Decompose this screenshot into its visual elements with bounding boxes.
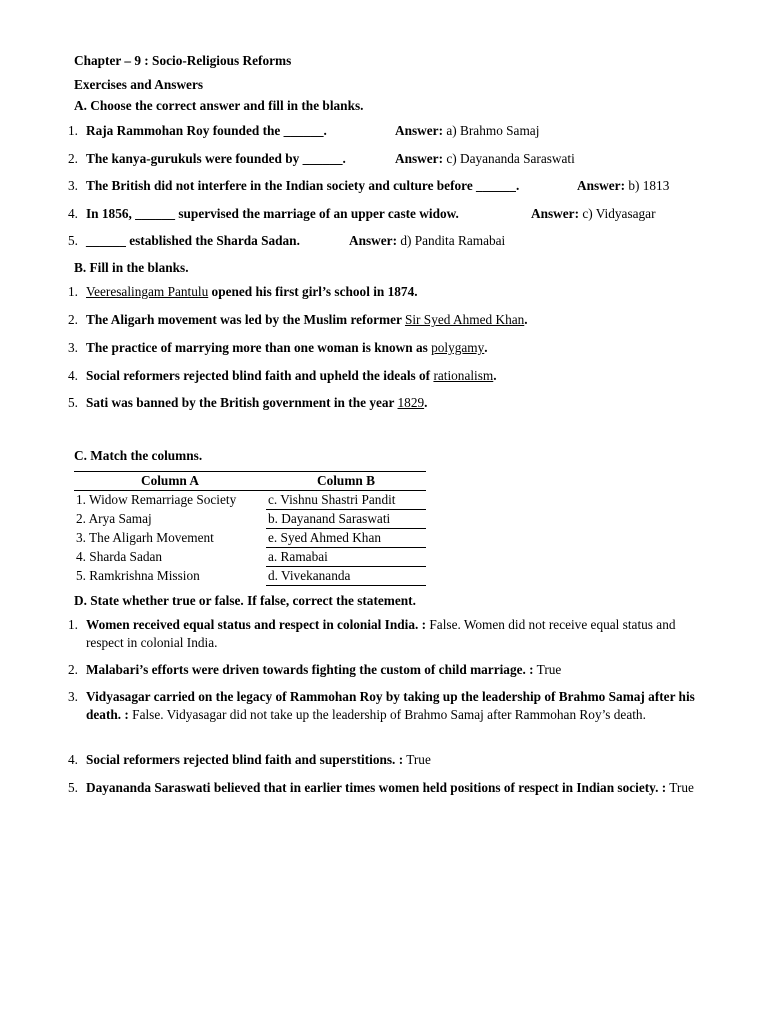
sentence-post: . bbox=[493, 368, 497, 383]
question-text: The kanya-gurukuls were founded by ______. bbox=[86, 151, 346, 166]
true-false-statement bbox=[86, 779, 698, 797]
statement-answer: True bbox=[666, 780, 694, 795]
statement-answer: True bbox=[403, 752, 431, 767]
question-text: ______ established the Sharda Sadan. bbox=[86, 233, 300, 248]
column-b-cell: d. Vivekananda bbox=[266, 567, 426, 586]
statement-text: Malabari’s efforts were driven towards fighting the custom of child marriage. : bbox=[86, 662, 534, 677]
match-columns-table bbox=[74, 471, 426, 586]
statement-answer: False. Women did not receive equal status and respect in colonial India. bbox=[86, 617, 676, 650]
table-row bbox=[74, 529, 426, 548]
column-a-cell: 1. Widow Remarriage Society bbox=[76, 492, 237, 508]
column-a-header: Column A bbox=[74, 472, 266, 491]
answer-value: c) Dayananda Saraswati bbox=[446, 151, 575, 166]
fill-blank-sentence bbox=[86, 395, 427, 411]
item-number: 5. bbox=[68, 395, 78, 410]
statement-text: Social reformers rejected blind faith and superstitions. : bbox=[86, 752, 404, 767]
answer-value: a) Brahmo Samaj bbox=[446, 123, 540, 138]
answer bbox=[577, 178, 669, 194]
blank-answer: 1829 bbox=[397, 395, 425, 410]
item-number: 2. bbox=[68, 662, 78, 677]
table-row bbox=[74, 567, 426, 586]
exercises-subtitle: Exercises and Answers bbox=[74, 77, 204, 92]
section-a-heading: A. Choose the correct answer and fill in the blanks. bbox=[74, 98, 364, 113]
true-false-statement bbox=[86, 661, 698, 679]
table-row bbox=[74, 510, 426, 529]
true-false-statement bbox=[86, 616, 698, 652]
question-text: The British did not interfere in the Indian society and culture before ______. bbox=[86, 178, 520, 193]
item-number: 3. bbox=[68, 340, 78, 355]
table-row bbox=[74, 548, 426, 567]
statement-text: Vidyasagar carried on the legacy of Rammohan Roy by taking up the leadership of Brahmo Samaj after his death. : bbox=[86, 689, 695, 722]
answer-label: Answer: bbox=[577, 178, 626, 193]
answer-label: Answer: bbox=[349, 233, 398, 248]
true-false-statement bbox=[86, 751, 698, 769]
item-number: 1. bbox=[68, 284, 78, 299]
item-number: 1. bbox=[68, 617, 78, 632]
item-number: 5. bbox=[68, 780, 78, 795]
item-number: 4. bbox=[68, 368, 78, 383]
column-b-cell: c. Vishnu Shastri Pandit bbox=[266, 491, 426, 510]
column-b-cell: a. Ramabai bbox=[266, 548, 426, 567]
sentence-pre: The Aligarh movement was led by the Muslim reformer bbox=[86, 312, 405, 327]
fill-blank-sentence bbox=[86, 340, 488, 356]
column-b-cell: b. Dayanand Saraswati bbox=[266, 510, 426, 529]
sentence-post: . bbox=[524, 312, 528, 327]
sentence-pre: Sati was banned by the British government in the year bbox=[86, 395, 398, 410]
answer bbox=[531, 206, 656, 222]
item-number: 5. bbox=[68, 233, 78, 248]
section-b-heading: B. Fill in the blanks. bbox=[74, 260, 189, 275]
blank-answer: rationalism bbox=[433, 368, 494, 383]
answer-value: c) Vidyasagar bbox=[582, 206, 656, 221]
section-d-heading: D. State whether true or false. If false, correct the statement. bbox=[74, 593, 416, 608]
column-b-cell: e. Syed Ahmed Khan bbox=[266, 529, 426, 548]
column-a-cell: 2. Arya Samaj bbox=[76, 511, 152, 526]
item-number: 2. bbox=[68, 312, 78, 327]
answer bbox=[395, 123, 539, 139]
column-a-cell: 4. Sharda Sadan bbox=[76, 549, 163, 564]
blank-answer: polygamy bbox=[431, 340, 485, 355]
chapter-title: Chapter – 9 : Socio-Religious Reforms bbox=[74, 53, 292, 68]
sentence-pre: The practice of marrying more than one woman is known as bbox=[86, 340, 432, 355]
fill-blank-sentence bbox=[86, 368, 497, 384]
answer-label: Answer: bbox=[531, 206, 580, 221]
item-number: 3. bbox=[68, 178, 78, 193]
item-number: 4. bbox=[68, 206, 78, 221]
sentence-post: opened his first girl’s school in 1874. bbox=[208, 284, 418, 299]
column-b-header: Column B bbox=[266, 472, 426, 491]
item-number: 3. bbox=[68, 689, 78, 704]
answer-label: Answer: bbox=[395, 151, 444, 166]
column-a-cell: 5. Ramkrishna Mission bbox=[76, 568, 200, 583]
answer-value: d) Pandita Ramabai bbox=[400, 233, 506, 248]
item-number: 4. bbox=[68, 752, 78, 767]
fill-blank-sentence bbox=[86, 284, 418, 300]
statement-text: Women received equal status and respect in colonial India. : bbox=[86, 617, 427, 632]
answer-label: Answer: bbox=[395, 123, 444, 138]
sentence-post: . bbox=[484, 340, 488, 355]
answer bbox=[349, 233, 505, 249]
blank-answer: Veeresalingam Pantulu bbox=[86, 284, 209, 299]
fill-blank-sentence bbox=[86, 312, 528, 328]
table-header-row bbox=[74, 472, 426, 491]
statement-answer: False. Vidyasagar did not take up the leadership of Brahmo Samaj after Rammohan Roy’s death. bbox=[128, 707, 646, 722]
column-a-cell: 3. The Aligarh Movement bbox=[76, 530, 214, 545]
item-number: 1. bbox=[68, 123, 78, 138]
sentence-pre: Social reformers rejected blind faith and upheld the ideals of bbox=[86, 368, 434, 383]
question-text: Raja Rammohan Roy founded the ______. bbox=[86, 123, 327, 138]
answer bbox=[395, 151, 575, 167]
sentence-post: . bbox=[424, 395, 428, 410]
blank-answer: Sir Syed Ahmed Khan bbox=[404, 312, 525, 327]
question-text: In 1856, ______ supervised the marriage of an upper caste widow. bbox=[86, 206, 459, 221]
section-c-heading: C. Match the columns. bbox=[74, 448, 203, 463]
statement-text: Dayananda Saraswati believed that in earlier times women held positions of respect in Indian society. : bbox=[86, 780, 667, 795]
item-number: 2. bbox=[68, 151, 78, 166]
answer-value: b) 1813 bbox=[628, 178, 670, 193]
table-row bbox=[74, 491, 426, 510]
true-false-statement bbox=[86, 688, 698, 724]
statement-answer: True bbox=[533, 662, 562, 677]
